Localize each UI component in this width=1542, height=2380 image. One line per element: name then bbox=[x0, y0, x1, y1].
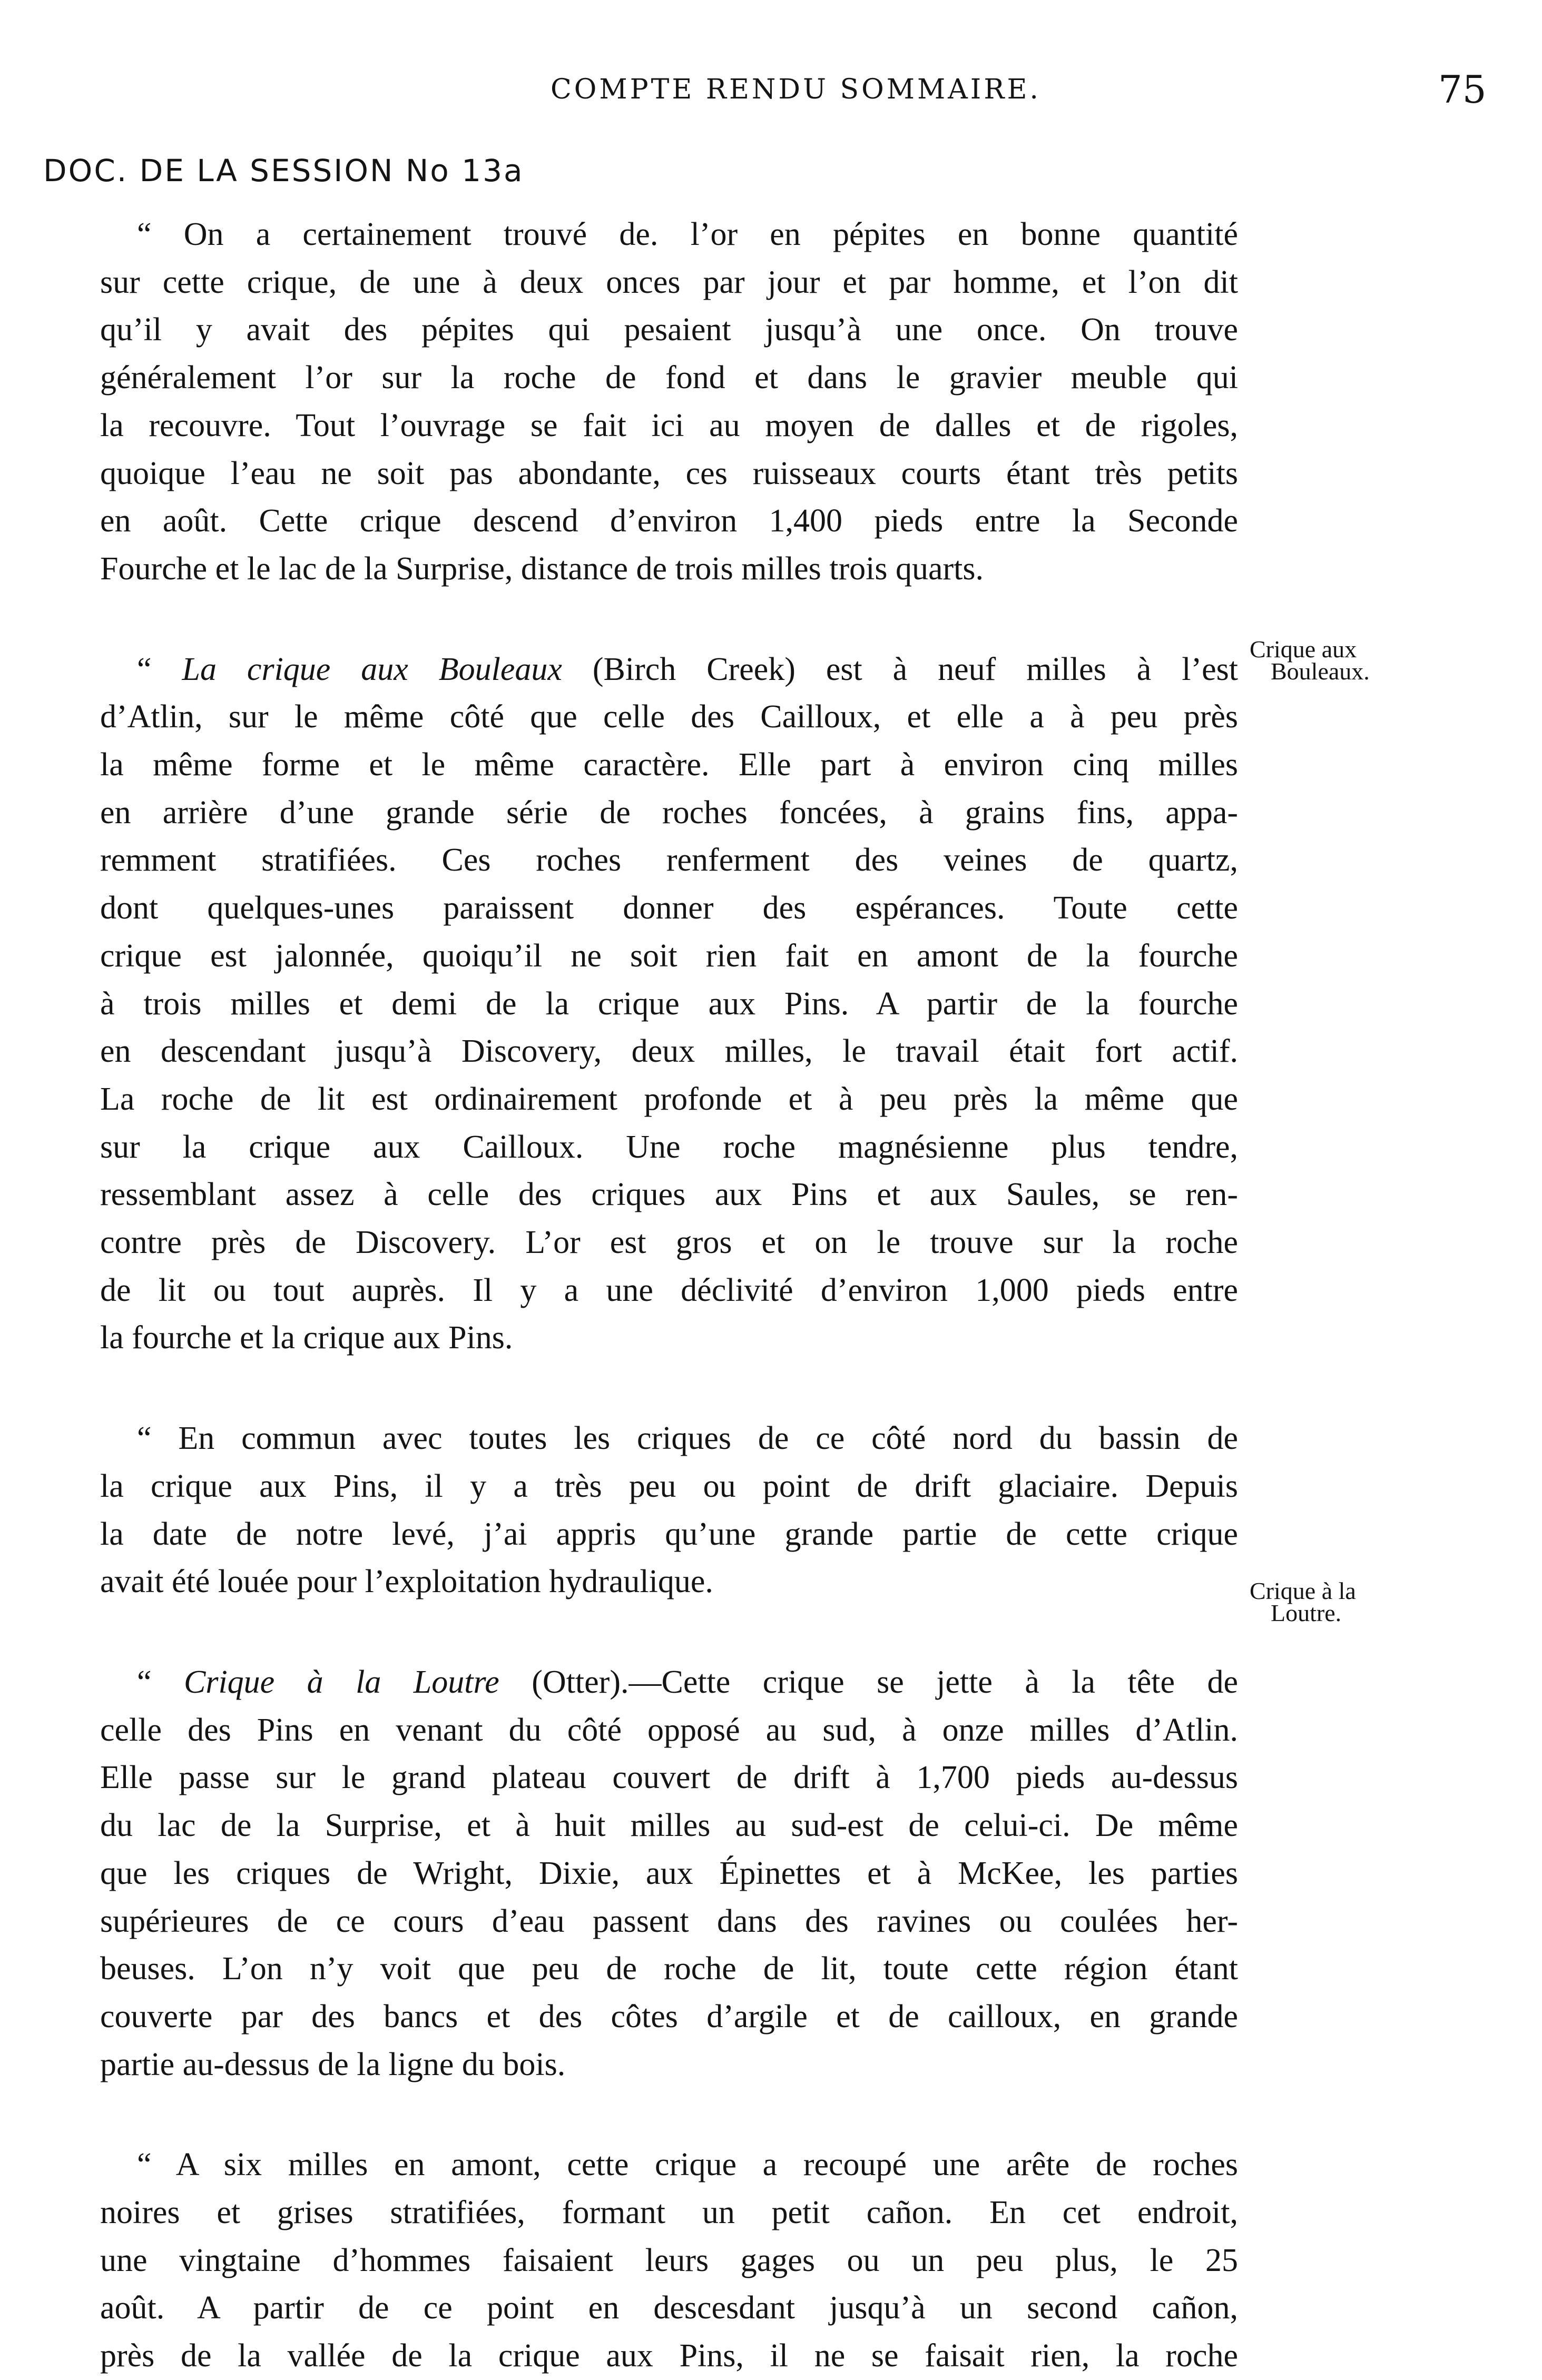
text-line: celle des Pins en venant du côté opposé au sud, à onze milles d’Atlin. bbox=[100, 1712, 1238, 1748]
text-line: “ En commun avec toutes les criques de ce côté nord du bassin de bbox=[137, 1420, 1238, 1457]
italic-section-title: La crique aux Bouleaux bbox=[182, 651, 562, 687]
text-line: dont quelques-unes paraissent donner des espérances. Toute cette bbox=[100, 890, 1238, 926]
paragraph bbox=[100, 1658, 1238, 2088]
text-line: la date de notre levé, j’ai appris qu’une grande partie de cette crique bbox=[100, 1516, 1238, 1552]
page-body bbox=[100, 211, 1238, 2380]
paragraph bbox=[100, 2141, 1238, 2380]
margin-note-line: Crique à la bbox=[1250, 1577, 1356, 1604]
text-line: supérieures de ce cours d’eau passent dans des ravines ou coulées her- bbox=[100, 1903, 1238, 1939]
text-line: que les criques de Wright, Dixie, aux Épinettes et à McKee, les parties bbox=[100, 1855, 1238, 1891]
running-head: COMPTE RENDU SOMMAIRE. bbox=[551, 74, 1041, 105]
text-line: près de la vallée de la crique aux Pins, il ne se faisait rien, la roche bbox=[100, 2338, 1238, 2374]
text-line: partie au-dessus de la ligne du bois. bbox=[100, 2046, 566, 2082]
text-fragment: (Otter).—Cette crique se jette à la tête de bbox=[499, 1664, 1238, 1700]
text-line-with-title: “ La crique aux Bouleaux (Birch Creek) est à neuf milles à l’est bbox=[137, 651, 1238, 687]
margin-note-crique-a-la-loutre bbox=[1250, 1577, 1356, 1626]
text-fragment: (Birch Creek) est à neuf milles à l’est bbox=[562, 651, 1238, 687]
text-line: crique est jalonnée, quoiqu’il ne soit rien fait en amont de la fourche bbox=[100, 937, 1238, 974]
document-session-label: DOC. DE LA SESSION No 13a bbox=[43, 153, 524, 189]
margin-note-line: Loutre. bbox=[1271, 1599, 1342, 1626]
text-line: la même forme et le même caractère. Elle part à environ cinq milles bbox=[100, 747, 1238, 783]
text-line: Elle passe sur le grand plateau couvert de drift à 1,700 pieds au-dessus bbox=[100, 1760, 1238, 1796]
text-line: en arrière d’une grande série de roches foncées, à grains fins, appa- bbox=[100, 794, 1238, 831]
text-line: août. A partir de ce point en descesdant jusqu’à un second cañon, bbox=[100, 2290, 1238, 2326]
text-line: la fourche et la crique aux Pins. bbox=[100, 1320, 513, 1356]
text-line: remment stratifiées. Ces roches renferment des veines de quartz, bbox=[100, 842, 1238, 878]
text-line: sur la crique aux Cailloux. Une roche magnésienne plus tendre, bbox=[100, 1129, 1238, 1165]
text-line: la crique aux Pins, il y a très peu ou point de drift glaciaire. Depuis bbox=[100, 1468, 1238, 1504]
italic-section-title: Crique à la Loutre bbox=[183, 1664, 499, 1700]
text-line: contre près de Discovery. L’or est gros et on le trouve sur la roche bbox=[100, 1224, 1238, 1261]
text-line: couverte par des bancs et des côtes d’argile et de cailloux, en grande bbox=[100, 1998, 1238, 2035]
text-line: noires et grises stratifiées, formant un petit cañon. En cet endroit, bbox=[100, 2195, 1238, 2231]
text-line: ressemblant assez à celle des criques aux Pins et aux Saules, se ren- bbox=[100, 1177, 1238, 1213]
text-line: de lit ou tout auprès. Il y a une déclivité d’environ 1,000 pieds entre bbox=[100, 1272, 1238, 1308]
text-line: en août. Cette crique descend d’environ 1,400 pieds entre la Seconde bbox=[100, 503, 1238, 539]
text-line: Fourche et le lac de la Surprise, distance de trois milles trois quarts. bbox=[100, 550, 984, 587]
text-line: “ A six milles en amont, cette crique a recoupé une arête de roches bbox=[137, 2147, 1238, 2183]
text-line: sur cette crique, de une à deux onces par jour et par homme, et l’on dit bbox=[100, 264, 1238, 300]
text-line: La roche de lit est ordinairement profonde et à peu près la même que bbox=[100, 1081, 1238, 1117]
text-line: beuses. L’on n’y voit que peu de roche de lit, toute cette région étant bbox=[100, 1951, 1238, 1987]
margin-note-line: Crique aux bbox=[1250, 636, 1357, 663]
text-line: à trois milles et demi de la crique aux Pins. A partir de la fourche bbox=[100, 985, 1238, 1022]
margin-note-crique-aux-bouleaux bbox=[1250, 638, 1370, 683]
page-number: 75 bbox=[1438, 67, 1487, 112]
text-line: une vingtaine d’hommes faisaient leurs gages ou un peu plus, le 25 bbox=[100, 2242, 1238, 2278]
text-line: la recouvre. Tout l’ouvrage se fait ici au moyen de dalles et de rigoles, bbox=[100, 407, 1238, 443]
text-line: d’Atlin, sur le même côté que celle des Cailloux, et elle a à peu près bbox=[100, 699, 1238, 735]
paragraph bbox=[100, 211, 1238, 593]
paragraph bbox=[100, 646, 1238, 1362]
text-line: du lac de la Surprise, et à huit milles au sud-est de celui-ci. De même bbox=[100, 1808, 1238, 1844]
text-line: quoique l’eau ne soit pas abondante, ces ruisseaux courts étant très petits bbox=[100, 455, 1238, 491]
text-line: “ On a certainement trouvé de. l’or en pépites en bonne quantité bbox=[137, 216, 1238, 252]
margin-note-line: Bouleaux. bbox=[1271, 658, 1370, 685]
text-line: en descendant jusqu’à Discovery, deux milles, le travail était fort actif. bbox=[100, 1033, 1238, 1070]
text-line: généralement l’or sur la roche de fond et dans le gravier meuble qui bbox=[100, 360, 1238, 396]
text-line-with-title: “ Crique à la Loutre (Otter).—Cette crique se jette à la tête de bbox=[137, 1664, 1238, 1700]
paragraph bbox=[100, 1415, 1238, 1606]
text-line: avait été louée pour l’exploitation hydraulique. bbox=[100, 1564, 713, 1600]
text-line: qu’il y avait des pépites qui pesaient jusqu’à une once. On trouve bbox=[100, 312, 1238, 348]
